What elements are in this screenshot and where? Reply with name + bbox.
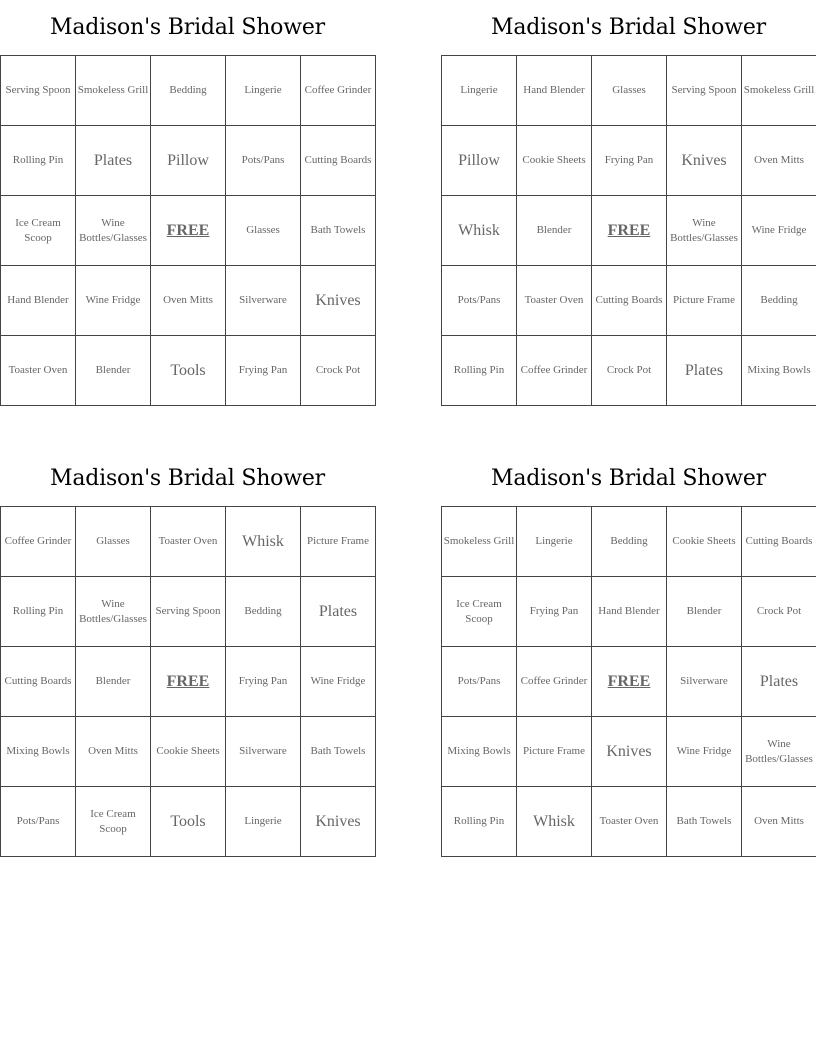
- grid-cell: Toaster Oven: [1, 336, 76, 406]
- grid-row: [442, 647, 816, 717]
- grid-cell: Bedding: [151, 56, 226, 126]
- grid-cell: Oven Mitts: [76, 717, 151, 787]
- grid-cell: Hand Blender: [592, 577, 667, 647]
- grid-cell: Toaster Oven: [151, 507, 226, 577]
- grid-row: [442, 196, 816, 266]
- grid-cell: Smokeless Grill: [76, 56, 151, 126]
- grid-cell: Wine Fridge: [667, 717, 742, 787]
- grid-cell: Knives: [667, 126, 742, 196]
- grid-row: [442, 56, 816, 126]
- grid-row: [1, 507, 376, 577]
- grid-cell: Picture Frame: [517, 717, 592, 787]
- grid-cell: Serving Spoon: [151, 577, 226, 647]
- grid-cell: Toaster Oven: [592, 787, 667, 857]
- grid-cell: Blender: [76, 647, 151, 717]
- grid-cell: Pots/Pans: [1, 787, 76, 857]
- grid-cell: Frying Pan: [226, 336, 301, 406]
- grid-cell: Wine Fridge: [301, 647, 376, 717]
- grid-row: [442, 717, 816, 787]
- grid-row: [442, 787, 816, 857]
- grid-cell: Wine Bottles/Glasses: [667, 196, 742, 266]
- grid-cell: Bedding: [592, 507, 667, 577]
- grid-cell: Bedding: [742, 266, 816, 336]
- grid-cell: Toaster Oven: [517, 266, 592, 336]
- grid-cell: Smokeless Grill: [442, 507, 517, 577]
- grid-cell: Blender: [76, 336, 151, 406]
- grid-cell: Plates: [667, 336, 742, 406]
- card-title: Madison's Bridal Shower: [50, 466, 325, 491]
- bingo-grid: [441, 506, 816, 857]
- grid-cell: Cutting Boards: [1, 647, 76, 717]
- grid-cell: Tools: [151, 787, 226, 857]
- free-space: FREE: [151, 647, 226, 717]
- grid-cell: Crock Pot: [592, 336, 667, 406]
- grid-cell: Glasses: [226, 196, 301, 266]
- grid-cell: Rolling Pin: [442, 787, 517, 857]
- grid-cell: Pots/Pans: [442, 647, 517, 717]
- grid-cell: Pillow: [151, 126, 226, 196]
- grid-cell: Plates: [76, 126, 151, 196]
- grid-cell: Hand Blender: [517, 56, 592, 126]
- grid-cell: Frying Pan: [517, 577, 592, 647]
- grid-cell: Knives: [301, 787, 376, 857]
- bingo-grid: [0, 55, 376, 406]
- grid-cell: Mixing Bowls: [442, 717, 517, 787]
- grid-cell: Wine Bottles/Glasses: [742, 717, 816, 787]
- grid-cell: Lingerie: [517, 507, 592, 577]
- grid-cell: Silverware: [667, 647, 742, 717]
- grid-cell: Rolling Pin: [1, 577, 76, 647]
- card-title: Madison's Bridal Shower: [491, 15, 766, 40]
- card-title: Madison's Bridal Shower: [50, 15, 325, 40]
- grid-cell: Lingerie: [442, 56, 517, 126]
- grid-cell: Bath Towels: [667, 787, 742, 857]
- grid-cell: Plates: [742, 647, 816, 717]
- grid-cell: Whisk: [442, 196, 517, 266]
- grid-cell: Wine Fridge: [76, 266, 151, 336]
- grid-cell: Hand Blender: [1, 266, 76, 336]
- grid-cell: Wine Bottles/Glasses: [76, 577, 151, 647]
- grid-cell: Pillow: [442, 126, 517, 196]
- grid-row: [1, 126, 376, 196]
- grid-row: [1, 56, 376, 126]
- grid-cell: Bath Towels: [301, 196, 376, 266]
- free-space: FREE: [151, 196, 226, 266]
- grid-cell: Cutting Boards: [742, 507, 816, 577]
- grid-cell: Oven Mitts: [151, 266, 226, 336]
- grid-row: [1, 196, 376, 266]
- grid-cell: Mixing Bowls: [742, 336, 816, 406]
- card-title: Madison's Bridal Shower: [491, 466, 766, 491]
- grid-cell: Pots/Pans: [226, 126, 301, 196]
- grid-cell: Smokeless Grill: [742, 56, 816, 126]
- grid-cell: Coffee Grinder: [1, 507, 76, 577]
- free-space: FREE: [592, 196, 667, 266]
- grid-row: [1, 266, 376, 336]
- bingo-grid: [441, 55, 816, 406]
- grid-row: [1, 577, 376, 647]
- grid-cell: Ice Cream Scoop: [1, 196, 76, 266]
- grid-cell: Cookie Sheets: [517, 126, 592, 196]
- grid-row: [442, 126, 816, 196]
- grid-row: [1, 787, 376, 857]
- grid-cell: Plates: [301, 577, 376, 647]
- grid-cell: Knives: [592, 717, 667, 787]
- grid-cell: Blender: [667, 577, 742, 647]
- grid-cell: Serving Spoon: [1, 56, 76, 126]
- grid-cell: Blender: [517, 196, 592, 266]
- bingo-grid: [0, 506, 376, 857]
- grid-cell: Picture Frame: [301, 507, 376, 577]
- grid-cell: Lingerie: [226, 787, 301, 857]
- grid-row: [442, 266, 816, 336]
- grid-cell: Whisk: [517, 787, 592, 857]
- grid-cell: Pots/Pans: [442, 266, 517, 336]
- grid-cell: Crock Pot: [301, 336, 376, 406]
- grid-cell: Ice Cream Scoop: [76, 787, 151, 857]
- grid-cell: Serving Spoon: [667, 56, 742, 126]
- grid-cell: Picture Frame: [667, 266, 742, 336]
- grid-cell: Knives: [301, 266, 376, 336]
- grid-cell: Coffee Grinder: [517, 336, 592, 406]
- grid-cell: Frying Pan: [226, 647, 301, 717]
- grid-cell: Bath Towels: [301, 717, 376, 787]
- grid-cell: Ice Cream Scoop: [442, 577, 517, 647]
- grid-cell: Rolling Pin: [1, 126, 76, 196]
- grid-cell: Glasses: [76, 507, 151, 577]
- grid-cell: Wine Bottles/Glasses: [76, 196, 151, 266]
- grid-row: [1, 336, 376, 406]
- grid-cell: Cookie Sheets: [667, 507, 742, 577]
- grid-cell: Whisk: [226, 507, 301, 577]
- grid-cell: Cutting Boards: [301, 126, 376, 196]
- grid-cell: Bedding: [226, 577, 301, 647]
- grid-cell: Coffee Grinder: [301, 56, 376, 126]
- grid-row: [1, 647, 376, 717]
- grid-row: [442, 336, 816, 406]
- free-space: FREE: [592, 647, 667, 717]
- grid-cell: Silverware: [226, 266, 301, 336]
- grid-cell: Crock Pot: [742, 577, 816, 647]
- grid-cell: Oven Mitts: [742, 126, 816, 196]
- grid-cell: Lingerie: [226, 56, 301, 126]
- grid-cell: Frying Pan: [592, 126, 667, 196]
- grid-cell: Rolling Pin: [442, 336, 517, 406]
- grid-cell: Mixing Bowls: [1, 717, 76, 787]
- grid-cell: Cookie Sheets: [151, 717, 226, 787]
- grid-cell: Oven Mitts: [742, 787, 816, 857]
- grid-cell: Cutting Boards: [592, 266, 667, 336]
- grid-cell: Coffee Grinder: [517, 647, 592, 717]
- grid-cell: Wine Fridge: [742, 196, 816, 266]
- grid-row: [1, 717, 376, 787]
- grid-cell: Silverware: [226, 717, 301, 787]
- grid-cell: Tools: [151, 336, 226, 406]
- grid-row: [442, 577, 816, 647]
- grid-cell: Glasses: [592, 56, 667, 126]
- grid-row: [442, 507, 816, 577]
